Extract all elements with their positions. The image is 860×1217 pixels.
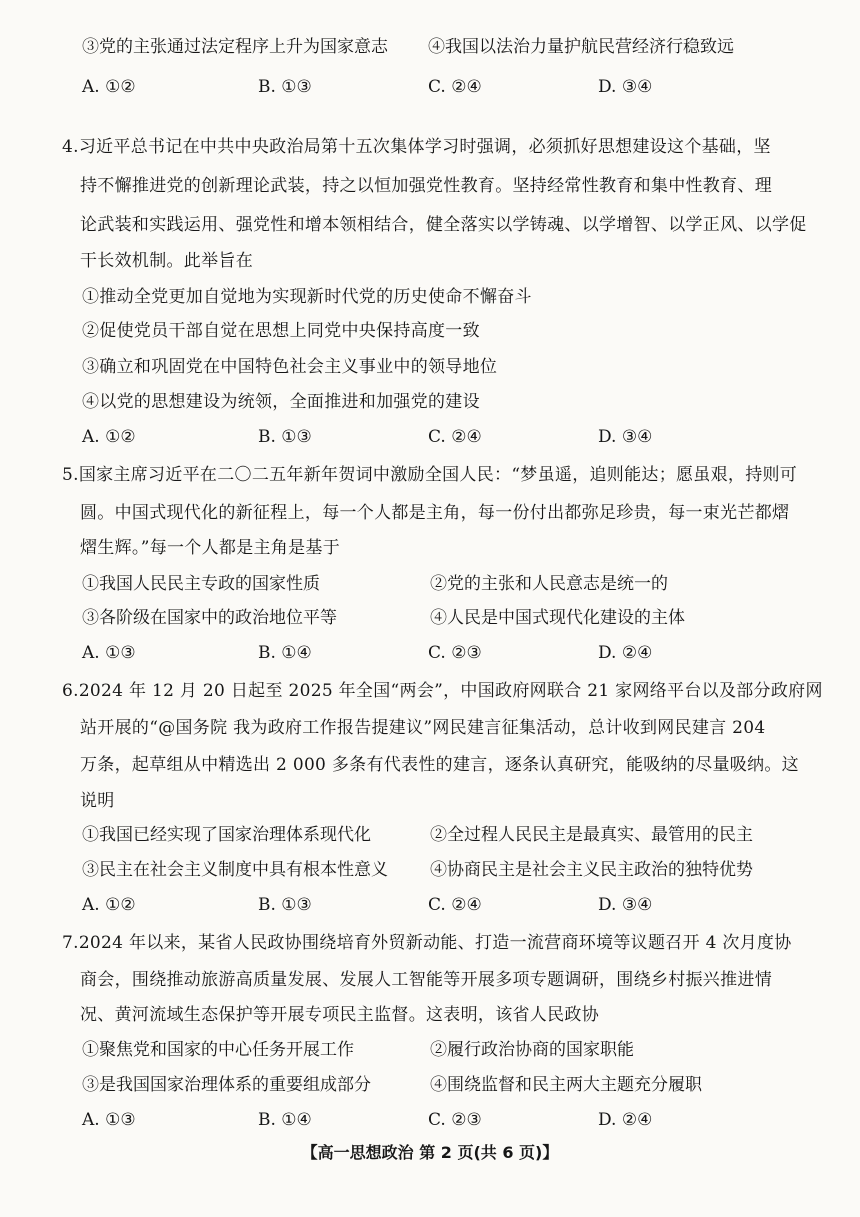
option-a: A. ①③ <box>82 1110 136 1130</box>
q7-options <box>82 1109 800 1131</box>
choice: ①我国已经实现了国家治理体系现代化 <box>82 825 371 845</box>
q5-stem-line: 5.国家主席习近平在二〇二五年新年贺词中激励全国人民：“梦虽遥，追则能达；愿虽艰，持则可 <box>62 465 798 485</box>
q5-choice-row <box>82 573 800 595</box>
choice: ④围绕监督和民主两大主题充分履职 <box>430 1075 702 1095</box>
q4-options <box>82 426 800 448</box>
page-footer: 【高一思想政治 第 2 页(共 6 页)】 <box>301 1143 559 1162</box>
q4-choice: ①推动全党更加自觉地为实现新时代党的历史使命不懈奋斗 <box>82 287 532 307</box>
choice: ③民主在社会主义制度中具有根本性意义 <box>82 860 388 880</box>
choice: ③党的主张通过法定程序上升为国家意志 <box>82 37 388 57</box>
choice: ③各阶级在国家中的政治地位平等 <box>82 608 337 628</box>
q6-stem-line: 说明 <box>80 791 115 811</box>
choice: ①我国人民民主专政的国家性质 <box>82 574 320 594</box>
q4-stem-line: 论武装和实践运用、强党性和增本领相结合，健全落实以学铸魂、以学增智、以学正风、以学促 <box>80 215 807 235</box>
option-a: A. ①③ <box>82 643 136 663</box>
q7-choice-row <box>82 1074 800 1096</box>
choice: ①聚焦党和国家的中心任务开展工作 <box>82 1040 354 1060</box>
q4-stem-line: 4.习近平总书记在中共中央政治局第十五次集体学习时强调，必须抓好思想建设这个基础，坚 <box>62 137 771 157</box>
q6-choice-row <box>82 859 800 881</box>
q5-options <box>82 642 800 664</box>
q5-choice-row <box>82 607 800 629</box>
q4-choice: ②促使党员干部自觉在思想上同党中央保持高度一致 <box>82 321 480 341</box>
option-c: C. ②④ <box>428 895 482 915</box>
option-c: C. ②④ <box>428 77 482 97</box>
choice: ②全过程人民民主是最真实、最管用的民主 <box>430 825 753 845</box>
carry-choice-row <box>82 36 800 58</box>
q4-stem-line: 干长效机制。此举旨在 <box>80 251 253 271</box>
carry-options <box>82 76 800 98</box>
option-a: A. ①② <box>82 77 136 97</box>
option-d: D. ②④ <box>598 1110 653 1130</box>
option-a: A. ①② <box>82 427 136 447</box>
q7-stem-line: 况、黄河流域生态保护等开展专项民主监督。这表明，该省人民政协 <box>80 1005 599 1025</box>
option-b: B. ①③ <box>258 427 312 447</box>
option-b: B. ①④ <box>258 643 312 663</box>
option-b: B. ①③ <box>258 77 312 97</box>
option-d: D. ③④ <box>598 895 653 915</box>
option-d: D. ②④ <box>598 643 653 663</box>
choice: ②履行政治协商的国家职能 <box>430 1040 634 1060</box>
choice: ④我国以法治力量护航民营经济行稳致远 <box>428 37 734 57</box>
q4-choice: ④以党的思想建设为统领，全面推进和加强党的建设 <box>82 392 480 412</box>
choice: ②党的主张和人民意志是统一的 <box>430 574 668 594</box>
q4-stem-line: 持不懈推进党的创新理论武装，持之以恒加强党性教育。坚持经常性教育和集中性教育、理 <box>80 176 772 196</box>
q4-choice: ③确立和巩固党在中国特色社会主义事业中的领导地位 <box>82 357 498 377</box>
q6-stem-line: 6.2024 年 12 月 20 日起至 2025 年全国“两会”，中国政府网联合 21 家网络平台以及部分政府网 <box>62 681 823 701</box>
option-d: D. ③④ <box>598 427 653 447</box>
q7-stem-line: 商会，围绕推动旅游高质量发展、发展人工智能等开展多项专题调研，围绕乡村振兴推进情 <box>80 970 772 990</box>
option-c: C. ②③ <box>428 643 482 663</box>
option-a: A. ①② <box>82 895 136 915</box>
q6-stem-line: 万条，起草组从中精选出 2 000 多条有代表性的建言，逐条认真研究，能吸纳的尽量吸纳。这 <box>80 755 799 775</box>
option-c: C. ②③ <box>428 1110 482 1130</box>
option-b: B. ①④ <box>258 1110 312 1130</box>
q5-stem-line: 熠生辉。”每一个人都是主角是基于 <box>80 538 340 558</box>
choice: ③是我国国家治理体系的重要组成部分 <box>82 1075 371 1095</box>
option-b: B. ①③ <box>258 895 312 915</box>
q5-stem-line: 圆。中国式现代化的新征程上，每一个人都是主角，每一份付出都弥足珍贵，每一束光芒都熠 <box>80 503 790 523</box>
choice: ④人民是中国式现代化建设的主体 <box>430 608 685 628</box>
option-d: D. ③④ <box>598 77 653 97</box>
option-c: C. ②④ <box>428 427 482 447</box>
q7-stem-line: 7.2024 年以来，某省人民政协围绕培育外贸新动能、打造一流营商环境等议题召开 4 次月度协 <box>62 933 792 953</box>
q6-stem-line: 站开展的“@国务院 我为政府工作报告提建议”网民建言征集活动，总计收到网民建言 204 <box>80 718 766 738</box>
q6-options <box>82 894 800 916</box>
choice: ④协商民主是社会主义民主政治的独特优势 <box>430 860 753 880</box>
q6-choice-row <box>82 824 800 846</box>
q7-choice-row <box>82 1039 800 1061</box>
